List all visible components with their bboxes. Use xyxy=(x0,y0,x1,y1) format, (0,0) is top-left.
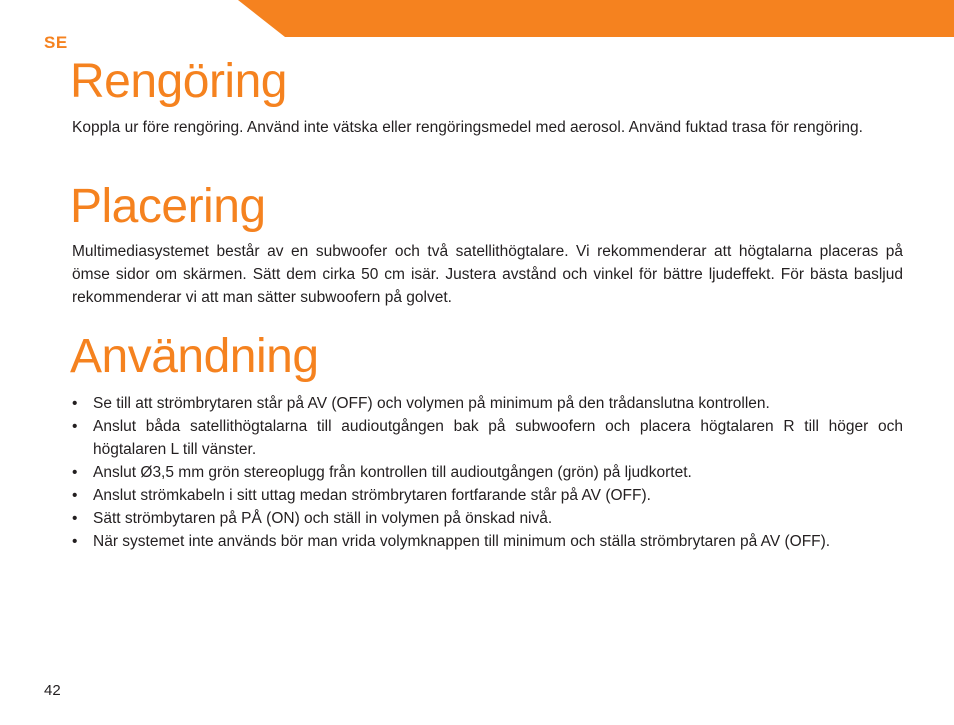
list-item-text: Anslut båda satellithögtalarna till audioutgången bak på subwoofern och placera högtalaren R till höger och högtalaren L till vänster. xyxy=(93,418,903,458)
list-item-text: Anslut strömkabeln i sitt uttag medan strömbrytaren fortfarande står på AV (OFF). xyxy=(93,487,651,504)
language-code: SE xyxy=(44,33,68,52)
usage-bullet-list xyxy=(72,392,903,553)
list-item xyxy=(72,415,903,461)
list-item xyxy=(72,530,903,553)
list-item xyxy=(72,461,903,484)
bullet-icon: • xyxy=(72,395,78,412)
section-body-placering: Multimediasystemet består av en subwoofer och två satellithögtalare. Vi rekommenderar att högtalarna placeras på ömse sidor om skärmen. Sätt dem cirka 50 cm isär. Justera avstånd och vinkel för bättre ljudeffekt. För bästa basljud rekommenderar vi att man sätter subwoofern på golvet. xyxy=(72,243,903,306)
page-number: 42 xyxy=(44,682,61,699)
list-item-text: Se till att strömbrytaren står på AV (OFF) och volymen på minimum på den trådanslutna kontrollen. xyxy=(93,395,770,412)
list-item-text: När systemet inte används bör man vrida volymknappen till minimum och ställa strömbrytaren på AV (OFF). xyxy=(93,533,831,550)
list-item xyxy=(72,484,903,507)
bullet-icon: • xyxy=(72,510,78,527)
bullet-icon: • xyxy=(72,487,78,504)
bullet-icon: • xyxy=(72,533,78,550)
bullet-icon: • xyxy=(72,464,78,481)
list-item-text: Anslut Ø3,5 mm grön stereoplugg från kontrollen till audioutgången (grön) på ljudkortet. xyxy=(93,464,692,481)
section-title-rengoring: Rengöring xyxy=(70,55,287,108)
header-accent-bar xyxy=(238,0,954,37)
section-body-rengoring: Koppla ur före rengöring. Använd inte vätska eller rengöringsmedel med aerosol. Använd fuktad trasa för rengöring. xyxy=(72,119,863,136)
list-item xyxy=(72,507,903,530)
bullet-icon: • xyxy=(72,418,78,435)
section-title-placering: Placering xyxy=(70,180,266,233)
section-title-anvandning: Användning xyxy=(70,330,319,383)
list-item xyxy=(72,392,903,415)
list-item-text: Sätt strömbytaren på PÅ (ON) och ställ in volymen på önskad nivå. xyxy=(93,510,553,527)
